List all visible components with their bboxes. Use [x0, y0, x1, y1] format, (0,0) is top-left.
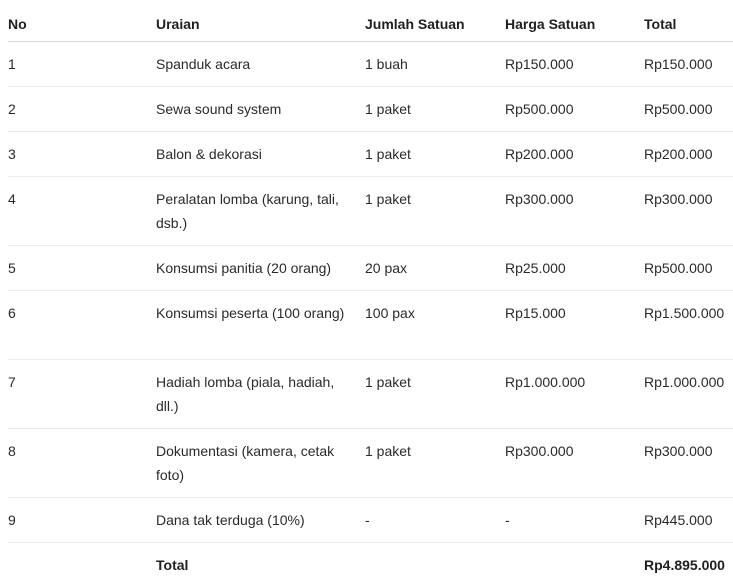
cell-no: 7 [8, 360, 156, 429]
cell-uraian: Balon & dekorasi [156, 132, 365, 177]
table-row [8, 132, 733, 177]
cell-no: 4 [8, 177, 156, 246]
cell-jumlah-satuan: 1 paket [365, 429, 505, 498]
grand-total-value: Rp4.895.000 [644, 557, 725, 573]
header-jumlah-satuan: Jumlah Satuan [365, 8, 505, 42]
cell-total: Rp1.000.000 [644, 360, 733, 429]
cell-harga-satuan: Rp300.000 [505, 177, 644, 246]
table-row [8, 498, 733, 543]
cell-uraian: Peralatan lomba (karung, tali, dsb.) [156, 177, 365, 246]
cell-harga-satuan: Rp25.000 [505, 246, 644, 291]
table-row [8, 42, 733, 87]
cell-jumlah-satuan: - [365, 498, 505, 543]
cell-uraian: Sewa sound system [156, 87, 365, 132]
table-row [8, 177, 733, 246]
cell-harga-satuan: - [505, 498, 644, 543]
cell-no: 9 [8, 498, 156, 543]
cell-uraian: Konsumsi panitia (20 orang) [156, 246, 365, 291]
total-row [8, 543, 733, 580]
cell-jumlah-satuan: 20 pax [365, 246, 505, 291]
table-row [8, 87, 733, 132]
cell-total: Rp150.000 [644, 42, 733, 87]
table-row [8, 291, 733, 360]
table-body [8, 42, 733, 580]
header-row [8, 8, 733, 42]
cell-no: 8 [8, 429, 156, 498]
table-row [8, 429, 733, 498]
cell-total: Rp300.000 [644, 429, 733, 498]
cell-total: Rp500.000 [644, 246, 733, 291]
cell-uraian: Konsumsi peserta (100 orang) [156, 291, 365, 360]
table-header [8, 8, 733, 42]
cell-harga-satuan: Rp150.000 [505, 42, 644, 87]
total-label: Total [156, 557, 189, 573]
cell-no: 5 [8, 246, 156, 291]
cell-uraian: Dokumentasi (kamera, cetak foto) [156, 429, 365, 498]
cell-jumlah-satuan: 1 buah [365, 42, 505, 87]
cell-total: Rp445.000 [644, 498, 733, 543]
cell-no: 1 [8, 42, 156, 87]
cell-total: Rp500.000 [644, 87, 733, 132]
cell-no-empty [8, 543, 156, 580]
cell-harga-satuan: Rp300.000 [505, 429, 644, 498]
table-row [8, 360, 733, 429]
cell-total: Rp200.000 [644, 132, 733, 177]
cell-no: 2 [8, 87, 156, 132]
table-row [8, 246, 733, 291]
cell-jumlah-empty [365, 543, 505, 580]
budget-table [8, 8, 733, 580]
cell-jumlah-satuan: 1 paket [365, 87, 505, 132]
cell-jumlah-satuan: 1 paket [365, 177, 505, 246]
cell-harga-satuan: Rp200.000 [505, 132, 644, 177]
cell-harga-satuan: Rp15.000 [505, 291, 644, 360]
cell-harga-satuan: Rp1.000.000 [505, 360, 644, 429]
cell-total: Rp300.000 [644, 177, 733, 246]
header-no: No [8, 8, 156, 42]
cell-jumlah-satuan: 100 pax [365, 291, 505, 360]
cell-uraian: Spanduk acara [156, 42, 365, 87]
header-harga-satuan: Harga Satuan [505, 8, 644, 42]
cell-jumlah-satuan: 1 paket [365, 132, 505, 177]
cell-no: 3 [8, 132, 156, 177]
header-total: Total [644, 8, 733, 42]
cell-total: Rp1.500.000 [644, 291, 733, 360]
cell-harga-empty [505, 543, 644, 580]
cell-uraian: Dana tak terduga (10%) [156, 498, 365, 543]
cell-harga-satuan: Rp500.000 [505, 87, 644, 132]
header-uraian: Uraian [156, 8, 365, 42]
cell-no: 6 [8, 291, 156, 360]
cell-jumlah-satuan: 1 paket [365, 360, 505, 429]
cell-uraian: Hadiah lomba (piala, hadiah, dll.) [156, 360, 365, 429]
